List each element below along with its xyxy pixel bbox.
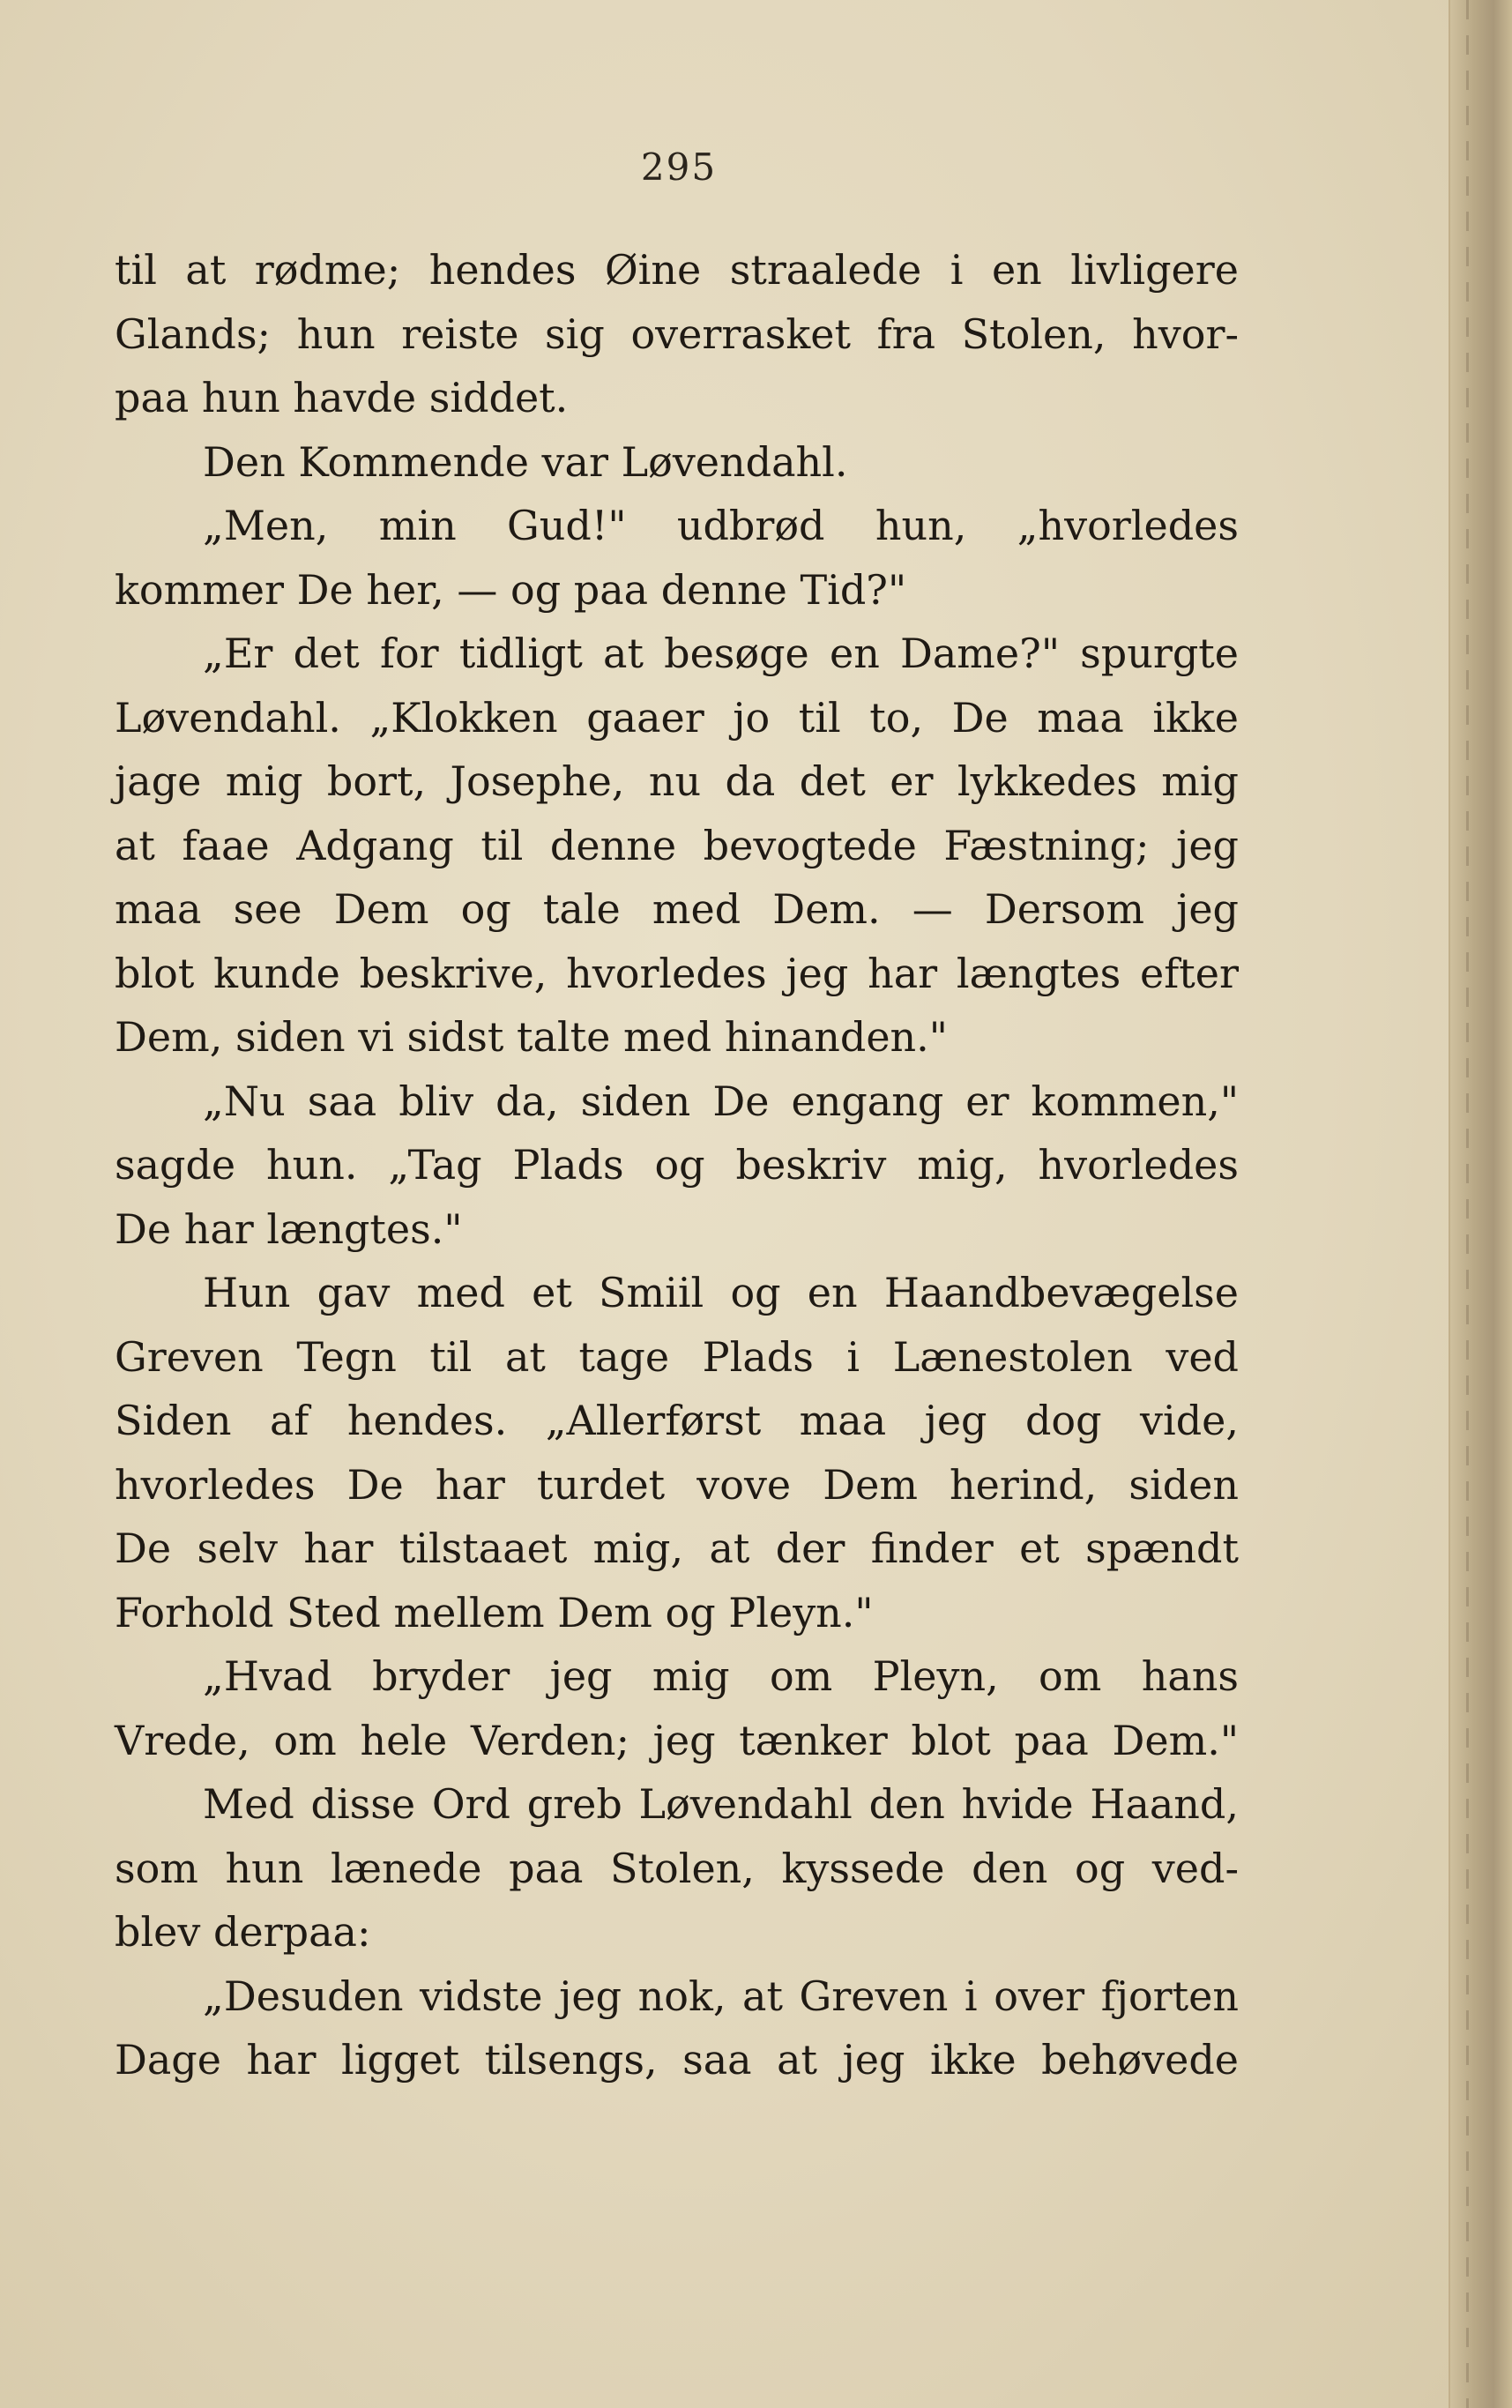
- text-line: Den Kommende var Løvendahl.: [203, 437, 848, 486]
- text-line: Glands; hun reiste sig overrasket fra Stolen, hvor-: [115, 309, 1239, 358]
- text-line: Løvendahl. „Klokken gaaer jo til to, De maa ikke: [115, 693, 1239, 742]
- text-line: at faae Adgang til denne bevogtede Fæstning; jeg: [115, 821, 1239, 869]
- text-line: „Nu saa bliv da, siden De engang er kommen,": [203, 1077, 1239, 1125]
- text-line: Dage har ligget tilsengs, saa at jeg ikke behøvede: [115, 2036, 1239, 2084]
- text-line: Greven Tegn til at tage Plads i Lænestolen ved: [115, 1332, 1239, 1381]
- text-line: sagde hun. „Tag Plads og beskriv mig, hvorledes: [115, 1141, 1239, 1189]
- page-number: 295: [640, 145, 718, 189]
- text-line: „Desuden vidste jeg nok, at Greven i over fjorten: [203, 1972, 1239, 2020]
- text-line: blot kunde beskrive, hvorledes jeg har længtes efter: [115, 949, 1239, 997]
- text-line: hvorledes De har turdet vove Dem herind, siden: [115, 1460, 1239, 1509]
- text-line: kommer De her, — og paa denne Tid?": [115, 565, 907, 614]
- text-line: blev derpaa:: [115, 1908, 371, 1956]
- text-line: Dem, siden vi sidst talte med hinanden.": [115, 1013, 948, 1061]
- text-line: „Men, min Gud!" udbrød hun, „hvorledes: [203, 502, 1239, 549]
- text-line: Med disse Ord greb Løvendahl den hvide Haand,: [203, 1780, 1239, 1828]
- text-line: Forhold Sted mellem Dem og Pleyn.": [115, 1588, 874, 1636]
- page-edge: [1449, 0, 1512, 2408]
- text-line: maa see Dem og tale med Dem. — Dersom jeg: [115, 885, 1239, 933]
- text-line: Vrede, om hele Verden; jeg tænker blot paa Dem.": [115, 1716, 1239, 1764]
- text-line: Hun gav med et Smiil og en Haandbevægelse: [203, 1269, 1239, 1316]
- text-line: jage mig bort, Josephe, nu da det er lykkedes mig: [115, 757, 1239, 805]
- text-line: til at rødme; hendes Øine straalede i en livligere: [115, 246, 1239, 294]
- text-line: „Hvad bryder jeg mig om Pleyn, om hans: [203, 1652, 1239, 1700]
- text-line: De har længtes.": [115, 1204, 463, 1253]
- text-line: som hun lænede paa Stolen, kyssede den og ved-: [115, 1844, 1239, 1892]
- text-line: „Er det for tidligt at besøge en Dame?" spurgte: [203, 630, 1239, 677]
- text-line: Siden af hendes. „Allerførst maa jeg dog vide,: [115, 1397, 1239, 1444]
- text-line: paa hun havde siddet.: [115, 374, 569, 421]
- text-line: De selv har tilstaaet mig, at der finder et spændt: [115, 1525, 1239, 1572]
- body-text: [115, 238, 1239, 2092]
